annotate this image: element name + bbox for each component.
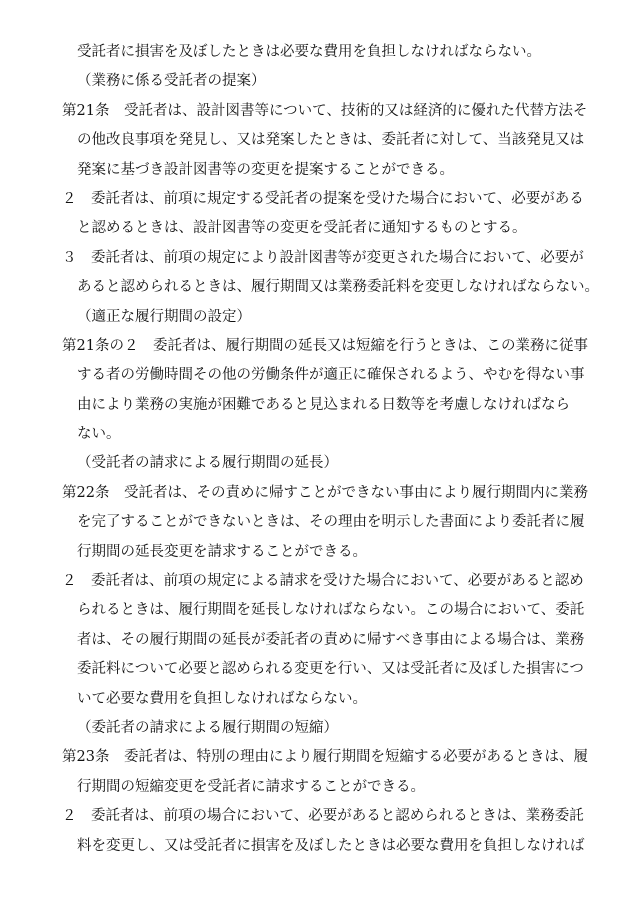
text-line: 由により業務の実施が困難であると見込まれる日数等を考慮しなければなら bbox=[77, 396, 570, 413]
text-line: する者の労働時間その他の労働条件が適正に確保されるよう、やむを得ない事 bbox=[77, 367, 585, 384]
text-line: ２ 委託者は、前項の規定による請求を受けた場合において、必要があると認め bbox=[62, 573, 584, 590]
text-line: 行期間の短縮変更を受託者に請求することができる。 bbox=[77, 778, 425, 795]
text-line: いて必要な費用を負担しなければならない。 bbox=[77, 690, 367, 707]
document-page bbox=[62, 38, 599, 861]
text-line: ない。 bbox=[77, 426, 121, 443]
text-line: ２ 委託者は、前項に規定する受託者の提案を受けた場合において、必要がある bbox=[62, 190, 584, 207]
text-line: 第21条の２ 委託者は、履行期間の延長又は短縮を行うときは、この業務に従事 bbox=[62, 337, 588, 354]
text-line: られるときは、履行期間を延長しなければならない。この場合において、委託 bbox=[77, 602, 585, 619]
text-line: 発案に基づき設計図書等の変更を提案することができる。 bbox=[77, 161, 454, 178]
text-line: の他改良事項を発見し、又は発案したときは、委託者に対して、当該発見又は bbox=[77, 132, 585, 149]
text-line: 第21条 受託者は、設計図書等について、技術的又は経済的に優れた代替方法そ bbox=[62, 102, 588, 119]
text-line: と認めるときは、設計図書等の変更を受託者に通知するものとする。 bbox=[77, 220, 527, 237]
text-line: 第23条 委託者は、特別の理由により履行期間を短縮する必要があるときは、履 bbox=[62, 749, 588, 766]
article-heading: （委託者の請求による履行期間の短縮） bbox=[77, 719, 338, 736]
article-heading: （受託者の請求による履行期間の延長） bbox=[77, 455, 338, 472]
text-line: ２ 委託者は、前項の場合において、必要があると認められるときは、業務委託 bbox=[62, 808, 584, 825]
text-line: 者は、その履行期間の延長が委託者の責めに帰すべき事由による場合は、業務 bbox=[77, 631, 585, 648]
text-line: 委託料について必要と認められる変更を行い、又は受託者に及ぼした損害につ bbox=[77, 661, 584, 678]
text-line: を完了することができないときは、その理由を明示した書面により委託者に履 bbox=[77, 514, 585, 531]
text-line: 行期間の延長変更を請求することができる。 bbox=[77, 543, 367, 560]
text-line: 受託者に損害を及ぼしたときは必要な費用を負担しなければならない。 bbox=[77, 44, 541, 60]
text-line: ３ 委託者は、前項の規定により設計図書等が変更された場合において、必要が bbox=[62, 249, 584, 266]
article-heading: （適正な履行期間の設定） bbox=[77, 308, 251, 325]
text-line: 料を変更し、又は受託者に損害を及ぼしたときは必要な費用を負担しなければ bbox=[77, 837, 585, 854]
text-line: 第22条 受託者は、その責めに帰すことができない事由により履行期間内に業務 bbox=[62, 484, 588, 501]
text-line: あると認められるときは、履行期間又は業務委託料を変更しなければならない。 bbox=[77, 279, 599, 296]
article-heading: （業務に係る受託者の提案） bbox=[77, 73, 266, 90]
